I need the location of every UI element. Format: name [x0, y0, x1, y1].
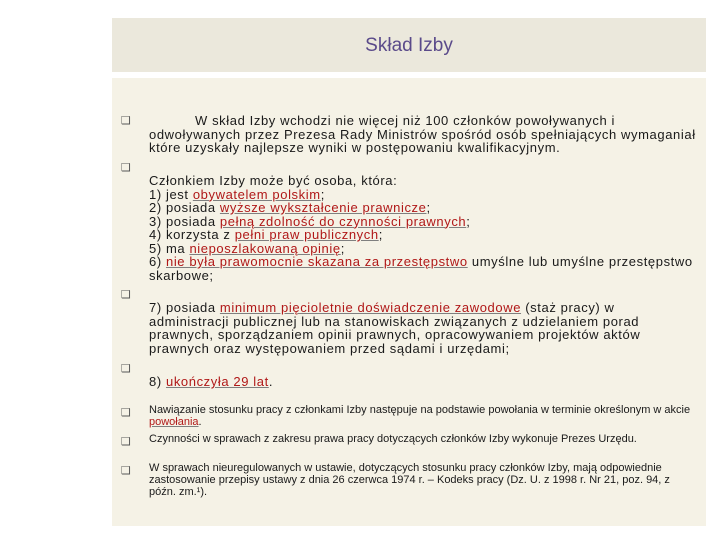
requirement-4: 4) korzysta z pełni praw publicznych;	[149, 227, 383, 242]
title-band	[112, 18, 706, 72]
bullet-icon: ❑	[121, 362, 131, 375]
requirement-1: 1) jest obywatelem polskim;	[149, 186, 325, 202]
requirement-7: 7) posiada minimum pięcioletnie doświadczenie zawodowe (staż pracy) w administracji publicznej lub na stanowiskach związanych z udzielaniem porad prawnych, sporządzaniem opinii prawnych, opracowywaniem projektów aktów prawnych oraz występowaniem przed sądami i urzędami;	[149, 300, 641, 356]
bullet-icon: ❑	[121, 435, 131, 448]
requirement-3: 3) posiada pełną zdolność do czynności prawnych;	[149, 213, 471, 229]
requirements-intro: Członkiem Izby może być osoba, która:	[149, 173, 398, 188]
bullet-icon: ❑	[121, 406, 131, 419]
paragraph-labour-law: Czynności w sprawach z zakresu prawa pracy dotyczących członków Izby wykonuje Prezes Urzędu.	[149, 433, 637, 445]
requirement-5: 5) ma nieposzlakowaną opinię;	[149, 240, 345, 256]
paragraph-composition: W skład Izby wchodzi nie więcej niż 100 członków powoływanych i odwoływanych przez Prezesa Rady Ministrów spośród osób spełniających wymaganiał które uzyskały najlepsze wyniki w postępowaniu kwalifikacyjnym.	[149, 113, 696, 155]
content-panel	[112, 78, 706, 526]
bullet-icon: ❑	[121, 114, 131, 127]
bullet-icon: ❑	[121, 288, 131, 301]
requirement-8: 8) ukończyła 29 lat.	[149, 374, 274, 389]
paragraph-appointment: Nawiązanie stosunku pracy z członkami Izby następuje na podstawie powołania w terminie określonym w akcie powołania.	[149, 404, 691, 428]
requirement-6: 6) nie była prawomocnie skazana za przestępstwo umyślne lub umyślne przestępstwo skarbowe;	[149, 254, 693, 283]
slide-title: Skład Izby	[365, 35, 453, 56]
paragraph-requirements	[149, 174, 697, 282]
paragraph-unregulated: W sprawach nieuregulowanych w ustawie, dotyczących stosunku pracy członków Izby, mają odpowiednie zastosowanie przepisy ustawy z dnia 26 czerwca 1974 r. – Kodeks pracy (Dz. U. z 1998 r. Nr 21, poz. 94, z późn. zm.¹).	[149, 462, 670, 498]
bullet-icon: ❑	[121, 464, 131, 477]
bullet-icon: ❑	[121, 161, 131, 174]
requirement-2: 2) posiada wyższe wykształcenie prawnicze;	[149, 200, 431, 215]
